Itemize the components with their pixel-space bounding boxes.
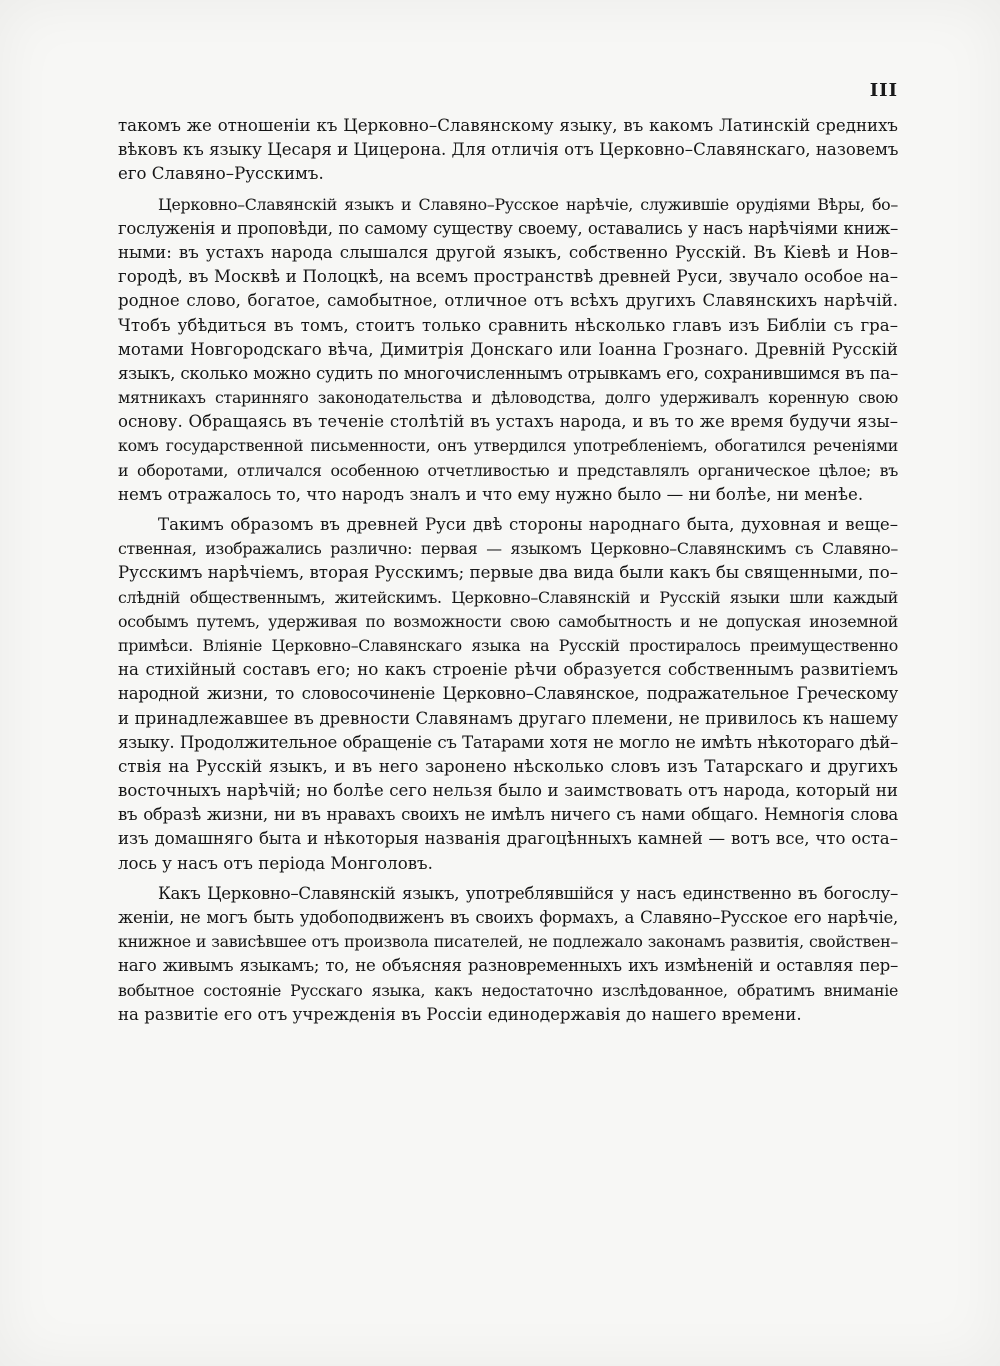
- text-line: на развитіе его отъ учрежденія въ Россіи единодержавія до нашего времени.: [118, 1004, 802, 1024]
- page-number: III: [869, 80, 898, 101]
- text-line: ствія на Русскій языкъ, и въ него заронено нѣсколько словъ изъ Татарскаго и другихъ: [118, 756, 898, 776]
- body-text: [118, 114, 898, 1027]
- text-line: въ образѣ жизни, ни въ нравахъ своихъ не имѣлъ ничего съ нами общаго. Немногія слова: [118, 805, 898, 825]
- text-line: народной жизни, то словосочиненіе Церковно–Славянское, подражательное Греческому: [118, 684, 898, 704]
- text-line: языку. Продолжительное обращеніе съ Татарами хотя не могло не имѣть нѣкотораго дѣй–: [118, 732, 898, 752]
- paragraph-1: [118, 114, 898, 187]
- text-line: мятникахъ старинняго законодательства и дѣловодства, долго удерживалъ коренную свою: [118, 388, 898, 408]
- text-line: гослуженія и проповѣди, по самому существу своему, оставались у насъ нарѣчіями книж–: [118, 218, 898, 238]
- text-line: его Славяно–Русскимъ.: [118, 164, 324, 184]
- paragraph-4: [118, 882, 898, 1027]
- text-line: особымъ путемъ, удерживая по возможности свою самобытность и не допуская иноземной: [118, 611, 898, 631]
- text-line: восточныхъ нарѣчій; но болѣе сего нельзя было и заимствовать отъ народа, который ни: [118, 781, 898, 801]
- text-line: мотами Новгородскаго вѣча, Димитрія Донскаго или Іоанна Грознаго. Древній Русскій: [118, 339, 898, 359]
- text-line: Такимъ образомъ въ древней Руси двѣ стороны народнаго быта, духовная и веще–: [158, 515, 898, 534]
- text-line: изъ домашняго быта и нѣкоторыя названія драгоцѣнныхъ камней — вотъ все, что оста–: [118, 829, 898, 849]
- text-line: на стихійный составъ его; но какъ строеніе рѣчи образуется собственнымъ развитіемъ: [118, 660, 898, 680]
- text-line: женіи, не могъ быть удобоподвиженъ въ своихъ формахъ, а Славяно–Русское его нарѣчіе,: [118, 908, 898, 927]
- text-line: и оборотами, отличался особенною отчетливостью и представлялъ органическое цѣлое; въ: [118, 460, 898, 480]
- text-line: языкъ, сколько можно судить по многочисленнымъ отрывкамъ его, сохранившимся въ па–: [118, 363, 898, 383]
- text-line: ными: въ устахъ народа слышался другой языкъ, собственно Русскій. Въ Кіевѣ и Нов–: [118, 242, 898, 262]
- text-line: такомъ же отношеніи къ Церковно–Славянскому языку, въ какомъ Латинскій среднихъ: [118, 116, 898, 135]
- text-line: слѣдній общественнымъ, житейскимъ. Церковно–Славянскій и Русскій языки шли каждый: [118, 587, 898, 607]
- paragraph-2: [118, 193, 898, 507]
- text-line: вобытное состояніе Русскаго языка, какъ недостаточно изслѣдованное, обратимъ вниманіе: [118, 980, 898, 1000]
- text-line: и принадлежавшее въ древности Славянамъ другаго племени, не привилось къ нашему: [118, 708, 898, 728]
- text-line: Какъ Церковно–Славянскій языкъ, употреблявшійся у насъ единственно въ богослу–: [158, 883, 898, 903]
- text-line: книжное и зависѣвшее отъ произвола писателей, не подлежало законамъ развитія, свойствен–: [118, 932, 898, 952]
- paragraph-3: [118, 513, 898, 876]
- text-line: Церковно–Славянскій языкъ и Славяно–Русское нарѣчіе, служившіе орудіями Вѣры, бо–: [158, 194, 898, 214]
- text-line: городѣ, въ Москвѣ и Полоцкѣ, на всемъ пространствѣ древней Руси, звучало особое на–: [118, 267, 898, 287]
- text-line: основу. Обращаясь въ теченіе столѣтій въ устахъ народа, и въ то же время будучи язы–: [118, 412, 898, 432]
- text-line: наго живымъ языкамъ; то, не объясняя разновременныхъ ихъ измѣненій и оставляя пер–: [118, 956, 898, 976]
- text-line: немъ отражалось то, что народъ зналъ и что ему нужно было — ни болѣе, ни менѣе.: [118, 484, 864, 504]
- text-line: примѣси. Вліяніе Церковно–Славянскаго языка на Русскій простиралось преимущественно: [118, 635, 898, 655]
- text-line: вѣковъ къ языку Цесаря и Цицерона. Для отличія отъ Церковно–Славянскаго, назовемъ: [118, 140, 899, 160]
- text-line: родное слово, богатое, самобытное, отличное отъ всѣхъ другихъ Славянскихъ нарѣчій.: [118, 291, 898, 311]
- text-line: ственная, изображались различно: первая — языкомъ Церковно–Славянскимъ съ Славяно–: [118, 539, 898, 559]
- text-line: Русскимъ нарѣчіемъ, вторая Русскимъ; первые два вида были какъ бы священными, по–: [118, 563, 898, 583]
- text-line: комъ государственной письменности, онъ утвердился употребленіемъ, обогатился реченіями: [118, 436, 898, 456]
- text-line: Чтобъ убѣдиться въ томъ, стоитъ только сравнить нѣсколько главъ изъ Библіи съ гра–: [118, 315, 898, 335]
- text-line: лось у насъ отъ періода Монголовъ.: [118, 853, 433, 873]
